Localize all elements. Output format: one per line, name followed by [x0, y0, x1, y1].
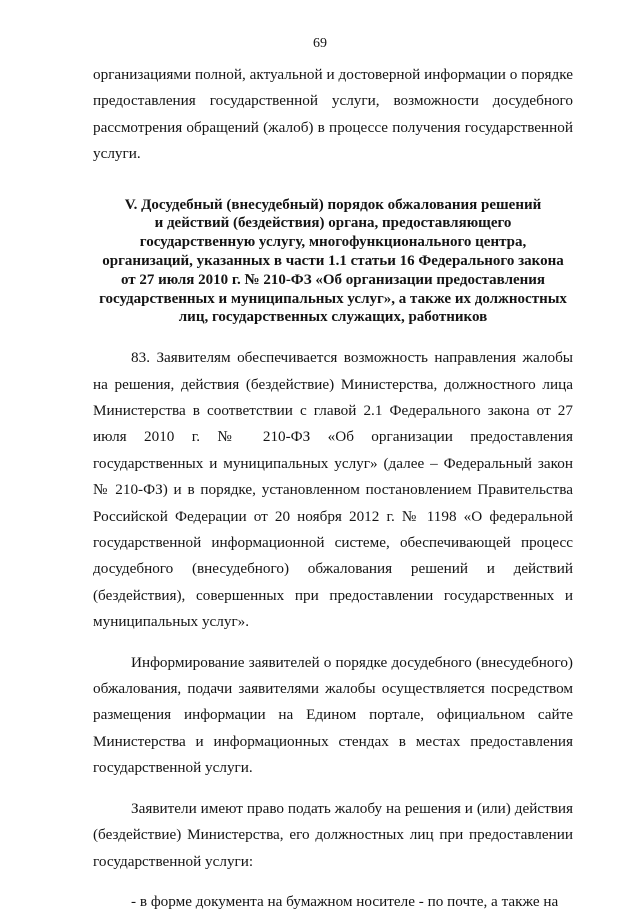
section-heading-line: V. Досудебный (внесудебный) порядок обжалования решений — [124, 196, 542, 213]
page-content — [93, 62, 573, 915]
section-heading-line: организаций, указанных в части 1.1 статьи 16 Федерального закона — [102, 253, 564, 270]
paragraph-right-to-complain: Заявители имеют право подать жалобу на решения и (или) действия (бездействие) Министерства, его должностных лиц при предоставлении государственной услуги: — [93, 799, 573, 870]
section-heading — [93, 196, 573, 328]
section-heading-line: от 27 июля 2010 г. № 210-ФЗ «Об организации предоставления — [120, 271, 546, 288]
page-number: 69 — [313, 36, 327, 51]
paragraph-paper-form: - в форме документа на бумажном носителе - по почте, а также на — [131, 892, 559, 910]
paragraph-83: 83. Заявителям обеспечивается возможность направления жалобы на решения, действия (бездействие) Министерства, должностного лица Министерства в соответствии с главой 2.1 Федерального закона от 27 июля 2010 г. № 210-ФЗ «Об организации предоставления государственных и муниципальных услуг» (далее – Федеральный закон № 210-ФЗ) и в порядке, установленном постановлением Правительства Российской Федерации от 20 ноября 2012 г. № 1198 «О федеральной государственной информационной системе, обеспечивающей процесс досудебного (внесудебного) обжалования решений и действий (бездействия), совершенных при предоставлении государственных и муниципальных услуг». — [93, 349, 573, 631]
section-heading-line: государственную услугу, многофункционального центра, — [139, 234, 527, 251]
paragraph-informing: Информирование заявителей о порядке досудебного (внесудебного) обжалования, подачи заявителями жалобы осуществляется посредством размещения информации на Едином портале, официальном сайте Министерства и информационных стендах в местах предоставления государственной услуги. — [93, 653, 573, 777]
intro-paragraph: организациями полной, актуальной и достоверной информации о порядке предоставления государственной услуги, возможности досудебного рассмотрения обращений (жалоб) в процессе получения государственной услуги. — [93, 66, 573, 163]
section-heading-line: и действий (бездействия) органа, предоставляющего — [154, 215, 512, 232]
section-heading-line: государственных и муниципальных услуг», а также их должностных — [99, 290, 567, 307]
section-heading-line: лиц, государственных служащих, работников — [178, 309, 488, 326]
